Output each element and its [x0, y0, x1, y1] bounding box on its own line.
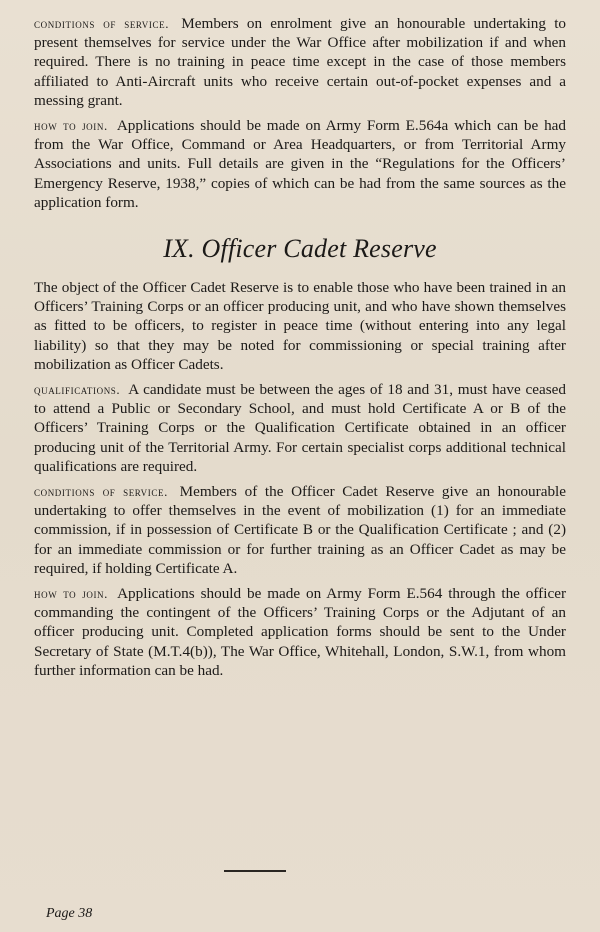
paragraph-how-to-join-1 [34, 116, 566, 212]
paragraph-qualifications [34, 380, 566, 476]
run-in-heading: conditions of service. [34, 16, 170, 31]
intro-paragraph: The object of the Officer Cadet Reserve is to enable those who have been trained in an Officers’ Training Corps or an officer producing unit, and who have shown themselves as fitted to be officers, to register in peace time (without entering into any legal liability) so that they may be noted for commissioning or special training after mobilization as Officer Cadets. [34, 279, 566, 373]
run-in-heading: how to join. [34, 118, 108, 134]
section-end-rule [224, 870, 286, 872]
paragraph-how-to-join-2 [34, 584, 566, 680]
paragraph-text: Applications should be made on Army Form E.564 through the officer commanding the contingent of the Officers’ Training Corps or the Adjutant of an officer producing unit. Completed application forms should be sent to the Under Secretary of State (M.T.4(b)), The War Office, Whitehall, London, S.W.1, from whom further information can be had. [34, 585, 566, 679]
paragraph-text: A candidate must be between the ages of 18 and 31, must have ceased to attend a Public or Secondary School, and must hold Certificate A or B of the Officers’ Training Corps or the Qualification Certificate obtained in an officer producing unit of the Territorial Army. For certain specialist corps additional technical qualifications are required. [34, 381, 566, 475]
run-in-heading: how to join. [34, 586, 108, 602]
paragraph-conditions-of-service-1 [34, 14, 566, 110]
paragraph-text: Members on enrolment give an honourable undertaking to present themselves for service under the War Office after mobilization if and when required. There is no training in peace time except in the case of those members affiliated to Anti-Aircraft units who receive certain out-of-pocket expenses and a messing grant. [34, 15, 567, 109]
body-text [34, 14, 566, 686]
run-in-heading: qualifications. [34, 382, 121, 398]
paragraph-text: Members of the Officer Cadet Reserve give an honourable undertaking to offer themselves in the event of mobilization (1) for an immediate commission, if in possession of Certificate B or the Qualification Certificate ; and (2) for an immediate commission or for further training as an Officer Cadet as may be required, if holding Certificate A. [34, 483, 567, 577]
section-title: IX. Officer Cadet Reserve [163, 234, 437, 264]
paragraph-conditions-of-service-2 [34, 482, 566, 578]
paragraph-text: Applications should be made on Army Form E.564a which can be had from the War Office, Command or Area Headquarters, or from Territorial Army Associations and units. Full details are given in the “Regulations for the Officers’ Emergency Reserve, 1938,” copies of which can be had from the same sources as the application form. [34, 117, 567, 211]
page-number: Page 38 [46, 906, 93, 921]
run-in-heading: conditions of service. [34, 484, 168, 500]
